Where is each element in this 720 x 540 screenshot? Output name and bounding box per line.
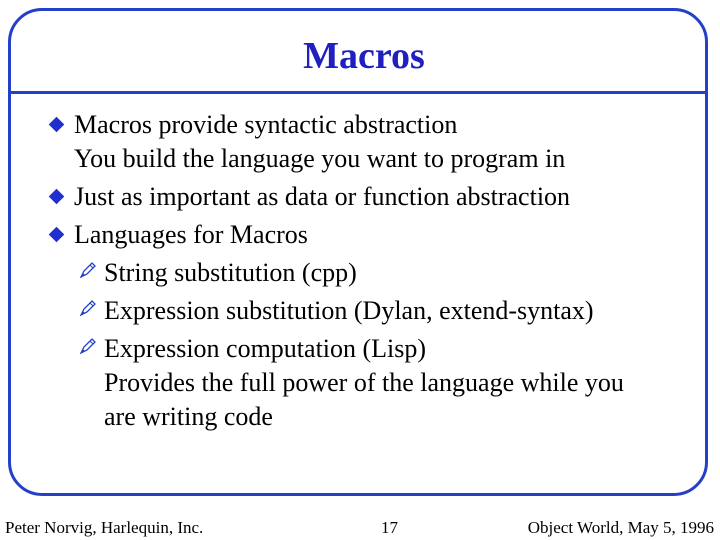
bullet-text: Provides the full power of the language while you	[104, 368, 624, 397]
bullet-text: You build the language you want to program in	[74, 144, 566, 173]
list-item	[50, 218, 690, 252]
bullet-text: Just as important as data or function abstraction	[74, 182, 571, 211]
bullet-text: String substitution (cpp)	[104, 258, 357, 287]
slide-title: Macros	[303, 35, 425, 77]
list-item	[50, 294, 690, 328]
list-item	[50, 180, 690, 214]
bullet-text: Macros provide syntactic abstraction	[74, 110, 458, 139]
list-item	[50, 108, 690, 176]
footer-event: Object World, May 5, 1996	[527, 518, 714, 537]
footer-author: Peter Norvig, Harlequin, Inc.	[5, 518, 204, 537]
footer-page-number: 17	[381, 518, 398, 537]
bullet-list	[50, 108, 690, 438]
diamond-bullet-icon	[49, 117, 65, 133]
diamond-bullet-icon	[49, 189, 65, 205]
list-item	[50, 332, 690, 434]
pen-nib-bullet-icon	[80, 262, 96, 278]
bullet-text: Languages for Macros	[74, 220, 308, 249]
bullet-text: Expression substitution (Dylan, extend-syntax)	[104, 296, 594, 325]
list-item	[50, 256, 690, 290]
pen-nib-bullet-icon	[80, 300, 96, 316]
pen-nib-bullet-icon	[80, 338, 96, 354]
diamond-bullet-icon	[49, 227, 65, 243]
bullet-text: are writing code	[104, 402, 273, 431]
bullet-text: Expression computation (Lisp)	[104, 334, 427, 363]
